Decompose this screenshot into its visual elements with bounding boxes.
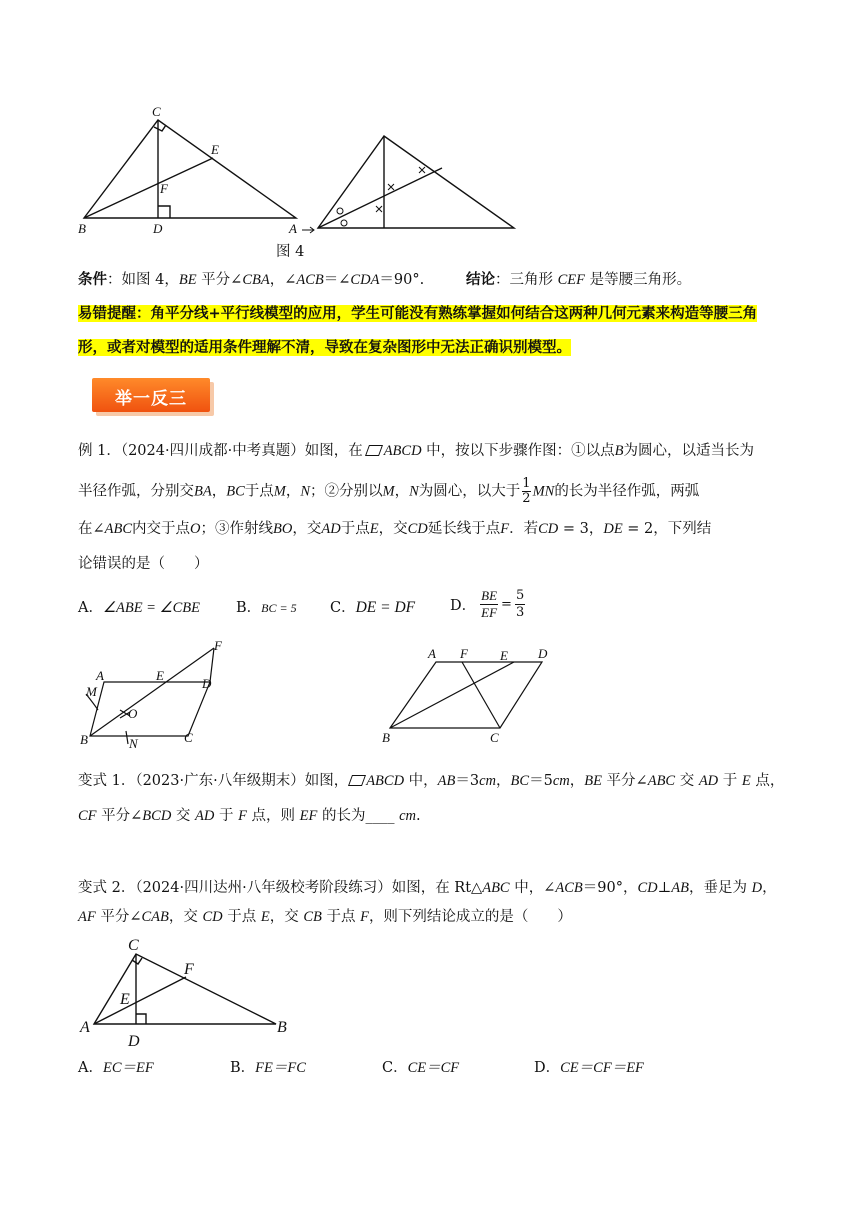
svg-text:A: A: [96, 668, 104, 683]
v2-option-d[interactable]: D．CE＝CF＝EF: [534, 1060, 644, 1076]
fig4-label-f: F: [160, 181, 168, 196]
warning-line-2: 形，或者对模型的适用条件理解不清，导致在复杂图形中无法正确识别模型。: [78, 339, 571, 356]
condition-label: 条件: [78, 271, 107, 288]
svg-text:B: B: [277, 1019, 287, 1036]
conclusion-label: 结论: [466, 271, 495, 288]
svg-text:M: M: [86, 684, 97, 699]
v1-line-1: 变式 1．（2023·广东·八年级期末）如图， ABCD 中，AB＝3cm，BC＝5cm，BE 平分∠ABC 交 AD 于 E 点，: [78, 773, 785, 789]
v1-line-2: CF 平分∠BCD 交 AD 于 F 点，则 EF 的长为____ cm.: [78, 808, 421, 824]
angle-marks: [337, 167, 425, 226]
svg-text:B: B: [382, 730, 390, 745]
fig4-label-a: A: [289, 221, 297, 236]
conclusion-line: 结论：三角形 CEF 是等腰三角形。: [466, 271, 692, 288]
svg-text:C: C: [490, 730, 499, 745]
condition-line: 条件：如图 4，BE 平分∠CBA，∠ACB＝∠CDA＝90°.: [78, 271, 425, 288]
ex1-option-c[interactable]: C．DE = DF: [330, 599, 416, 616]
section-banner: [92, 376, 216, 416]
fig4-label-b: B: [78, 221, 86, 236]
svg-text:N: N: [129, 736, 138, 751]
svg-text:D: D: [128, 1033, 140, 1050]
svg-text:O: O: [128, 706, 138, 721]
v2-figure: [76, 934, 306, 1052]
v2-option-a[interactable]: A．EC＝EF: [78, 1060, 154, 1076]
ex1-figure-right: [378, 640, 558, 750]
svg-text:D: D: [538, 646, 548, 661]
fig4-label-d: D: [153, 221, 163, 236]
svg-text:B: B: [80, 732, 88, 747]
parallelogram-icon: [365, 445, 383, 456]
svg-text:C: C: [184, 730, 193, 745]
svg-text:A: A: [428, 646, 436, 661]
figure-4-right-triangle: [318, 136, 514, 228]
warning-line-1: 易错提醒：角平分线+平行线模型的应用，学生可能没有熟练掌握如何结合这两种几何元素来构造等腰三角: [78, 305, 758, 322]
svg-text:E: E: [120, 991, 130, 1008]
v2-option-c[interactable]: C．CE＝CF: [382, 1060, 460, 1076]
svg-text:F: F: [460, 646, 468, 661]
ex1-line-2: 半径作弧，分别交BA，BC于点M，N；②分别以M，N为圆心，以大于 $\frac{1}{2}$ MN的长为半径作弧，两弧: [78, 476, 700, 506]
svg-text:F: F: [214, 638, 222, 653]
ex1-line-4: 论错误的是（ ）: [78, 556, 209, 572]
fig4-label-c: C: [152, 104, 161, 119]
fraction-half: $\frac{1}{2}$: [522, 476, 531, 506]
fraction-be-ef: $\frac{BE}{EF}$: [481, 588, 498, 620]
ex1-line-3: 在∠ABC内交于点O；③作射线BO，交AD于点E，交CD延长线于点F．若CD = 3，DE = 2，下列结: [78, 521, 712, 537]
ex1-option-b[interactable]: B．BC = 5: [236, 600, 297, 616]
v2-line-2: AF 平分∠CAB，交 CD 于点 E，交 CB 于点 F，则下列结论成立的是（ ）: [78, 909, 572, 925]
ex1-figure-left: [76, 636, 246, 752]
ex1-option-a[interactable]: A．∠ABE = ∠CBE: [78, 600, 200, 616]
figure-4-left-triangle: [84, 120, 296, 218]
v2-option-b[interactable]: B．FE＝FC: [230, 1060, 306, 1076]
svg-text:C: C: [128, 937, 139, 954]
v2-line-1: 变式 2．（2024·四川达州·八年级校考阶段练习）如图，在 Rt△ABC 中，∠ACB＝90°，CD⊥AB，垂足为 D，: [78, 880, 777, 896]
ex1-line-1: 例 1．（2024·四川成都·中考真题）如图，在 ABCD 中，按以下步骤作图：①以点B为圆心，以适当长为: [78, 443, 755, 459]
answer-blank[interactable]: ____: [365, 808, 395, 824]
fig4-label-e: E: [211, 142, 219, 157]
svg-text:E: E: [500, 648, 508, 663]
svg-text:F: F: [184, 961, 194, 978]
svg-text:E: E: [156, 668, 164, 683]
figure-caption: 图 4: [276, 244, 305, 260]
svg-text:D: D: [202, 676, 212, 691]
arrow-icon: [302, 227, 314, 233]
fraction-5-3: $\frac{5}{3}$: [515, 588, 525, 620]
svg-text:A: A: [80, 1019, 90, 1036]
parallelogram-icon: [348, 775, 366, 786]
ex1-option-d[interactable]: D． $\frac{BE}{EF}$ = $\frac{5}{3}$: [450, 588, 525, 620]
banner-title: 举一反三: [115, 389, 187, 409]
